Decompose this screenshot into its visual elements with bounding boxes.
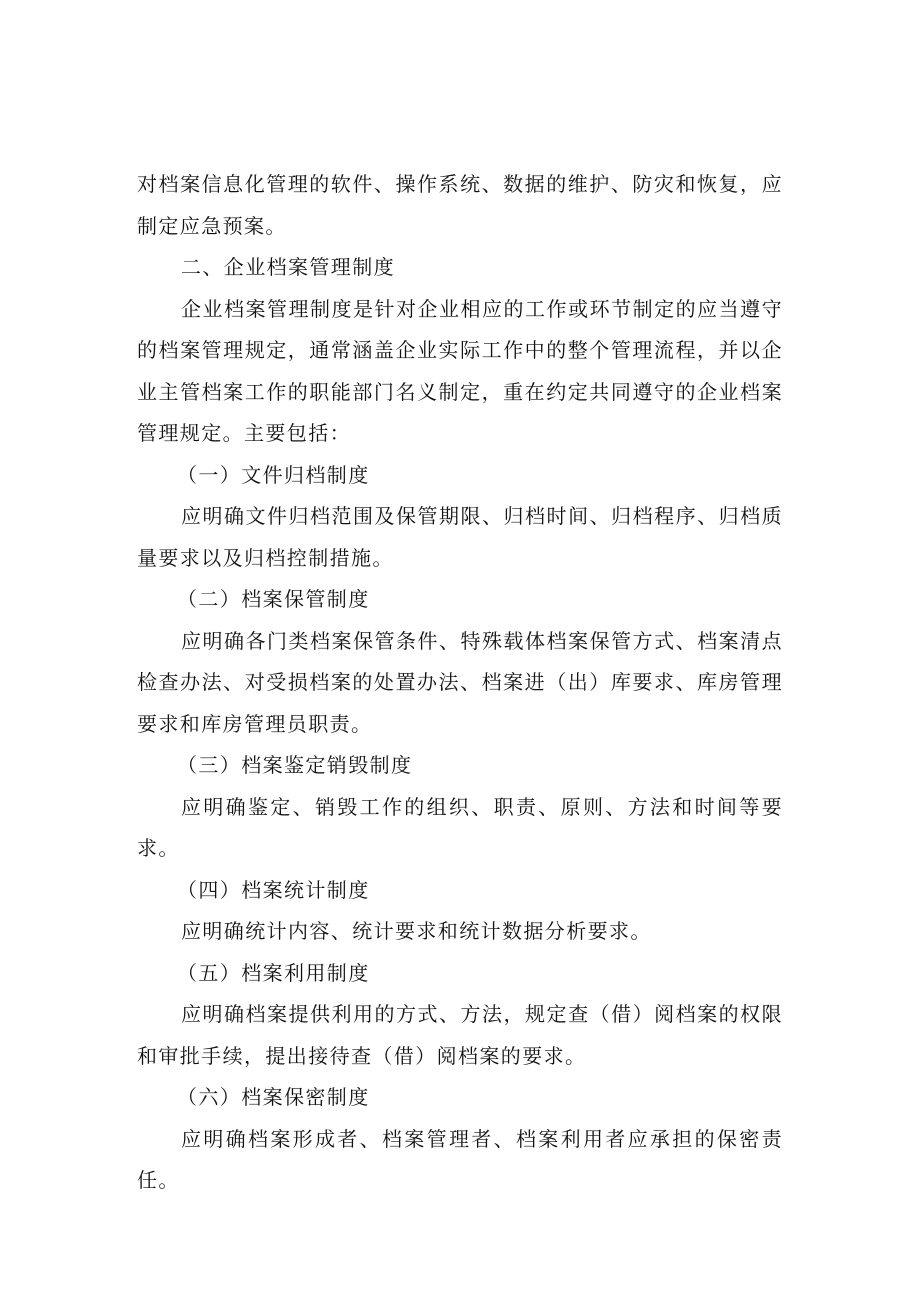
item-heading-6: （六）档案保密制度 — [177, 1085, 370, 1109]
document-body — [137, 164, 783, 1202]
item-body-2: 应明确各门类档案保管条件、特殊载体档案保管方式、档案清点检查办法、对受损档案的处置办法、档案进（出）库要求、库房管理要求和库房管理员职责。 — [137, 628, 783, 736]
item-body-6: 应明确档案形成者、档案管理者、档案利用者应承担的保密责任。 — [137, 1126, 783, 1192]
item-heading-2: （二）档案保管制度 — [177, 587, 370, 611]
item-heading-1: （一）文件归档制度 — [177, 462, 370, 487]
intro-paragraph: 企业档案管理制度是针对企业相应的工作或环节制定的应当遵守的档案管理规定，通常涵盖企业实际工作中的整个管理流程，并以企业主管档案工作的职能部门名义制定，重在约定共同遵守的企业档案管理规定。主要包括： — [137, 296, 783, 445]
continuation-paragraph: 对档案信息化管理的软件、操作系统、数据的维护、防灾和恢复，应制定应急预案。 — [137, 172, 783, 238]
item-body-1: 应明确文件归档范围及保管期限、归档时间、归档程序、归档质量要求以及归档控制措施。 — [137, 504, 783, 570]
item-body-3: 应明确鉴定、销毁工作的组织、职责、原则、方法和时间等要求。 — [137, 794, 783, 860]
item-heading-3: （三）档案鉴定销毁制度 — [177, 753, 413, 777]
item-heading-5: （五）档案利用制度 — [177, 960, 370, 985]
item-heading-4: （四）档案统计制度 — [177, 877, 370, 902]
section-heading: 二、企业档案管理制度 — [181, 255, 395, 279]
item-body-4: 应明确统计内容、统计要求和统计数据分析要求。 — [181, 919, 652, 943]
item-body-5: 应明确档案提供利用的方式、方法，规定查（借）阅档案的权限和审批手续，提出接待查（借）阅档案的要求。 — [137, 1002, 783, 1068]
